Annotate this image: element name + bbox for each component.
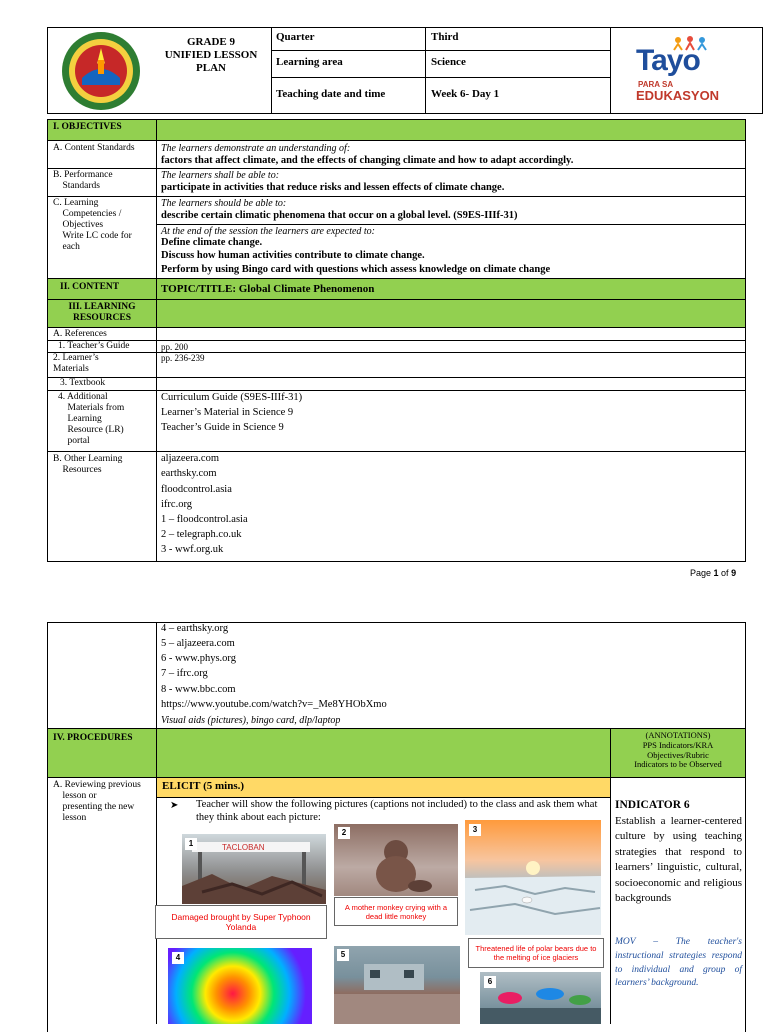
picture-number-4: 4 <box>172 952 184 964</box>
continued-resource-5: 8 - www.bbc.com <box>161 684 236 695</box>
caption-typhoon: Damaged brought by Super Typhoon Yolanda <box>155 905 327 939</box>
performance-standards-intro: The learners shall be able to: <box>161 170 280 181</box>
additional-item-1: Curriculum Guide (S9ES-IIIf-31) <box>161 392 303 403</box>
learners-materials-label: 2. Learner’s Materials <box>53 353 99 374</box>
content-standards-text: factors that affect climate, and the effects of changing climate and how to adapt accordingly. <box>161 155 574 166</box>
crowd-rain-image <box>480 972 601 1024</box>
header-title: GRADE 9 UNIFIED LESSON PLAN <box>164 36 258 75</box>
procedures-heading: IV. PROCEDURES <box>53 733 133 743</box>
polar-bear-image <box>465 820 601 935</box>
additional-item-2: Learner’s Material in Science 9 <box>161 407 294 418</box>
picture-number-6: 6 <box>484 976 496 988</box>
indicator-title: INDICATOR 6 <box>615 799 690 811</box>
session-intro: At the end of the session the learners are expected to: <box>161 226 376 237</box>
continued-resource-3: 6 - www.phys.org <box>161 653 236 664</box>
flood-image <box>334 946 460 1024</box>
caption-monkey: A mother monkey crying with a dead little monkey <box>334 897 458 926</box>
tayo-logo: Tayo PARA SA EDUKASYON <box>630 36 742 106</box>
learning-area-label: Learning area <box>276 56 343 68</box>
other-resource-2: earthsky.com <box>161 468 217 479</box>
other-resource-1: aljazeera.com <box>161 453 219 464</box>
continued-resource-1: 4 – earthsky.org <box>161 623 229 634</box>
svg-text:TACLOBAN: TACLOBAN <box>222 843 265 852</box>
reviewing-label: A. Reviewing previous lesson or presenting the new lesson <box>53 780 141 823</box>
performance-standards-label: B. Performance Standards <box>53 170 113 191</box>
indicator-text: Establish a learner-centered culture by using teaching strategies that respond to learners’ linguistic, cultural, socioeconomic and religious backgrounds <box>615 815 742 904</box>
session-item-1: Define climate change. <box>161 237 263 248</box>
objectives-heading: I. OBJECTIVES <box>53 122 122 132</box>
picture-number-3: 3 <box>469 824 481 836</box>
picture-number-1: 1 <box>185 838 197 850</box>
picture-number-5: 5 <box>337 949 349 961</box>
references-label: A. References <box>53 329 107 339</box>
teachers-guide-label: 1. Teacher’s Guide <box>58 341 130 351</box>
other-resource-3: floodcontrol.asia <box>161 484 232 495</box>
typhoon-satellite-image <box>168 948 312 1024</box>
performance-standards-text: participate in activities that reduce risks and lessen effects of climate change. <box>161 182 505 193</box>
teaching-date-value: Week 6- Day 1 <box>431 88 500 100</box>
teachers-guide-value: pp. 200 <box>161 342 188 352</box>
youtube-link[interactable]: https://www.youtube.com/watch?v=_Me8YHObXmo <box>161 699 387 710</box>
caption-polar-bears: Threatened life of polar bears due to the melting of ice glaciers <box>468 938 604 968</box>
other-resources-label: B. Other Learning Resources <box>53 454 123 475</box>
content-standards-intro: The learners demonstrate an understanding of: <box>161 143 351 154</box>
page-number: Page 1 of 9 <box>690 568 737 578</box>
annotations-header: (ANNOTATIONS) PPS Indicators/KRA Objectives/Rubric Indicators to be Observed <box>634 730 722 770</box>
instruction-text: Teacher will show the following pictures (captions not included) to the class and ask them what they think about each picture: <box>196 799 598 823</box>
content-topic: TOPIC/TITLE: Global Climate Phenomenon <box>161 283 375 295</box>
continued-resource-2: 5 – aljazeera.com <box>161 638 235 649</box>
deped-seal <box>60 30 142 112</box>
content-standards-label: A. Content Standards <box>53 143 135 153</box>
other-resource-6: 2 – telegraph.co.uk <box>161 529 242 540</box>
additional-item-3: Teacher’s Guide in Science 9 <box>161 422 284 433</box>
additional-materials-label: 4. Additional Materials from Learning Resource (LR) portal <box>58 392 125 446</box>
other-resource-7: 3 - wwf.org.uk <box>161 544 224 555</box>
content-heading: II. CONTENT <box>60 282 120 292</box>
arrow-bullet-icon: ➤ <box>170 800 179 811</box>
mov-text: MOV – The teacher's instructional strategies respond to individual and group of learners’ background. <box>615 937 742 989</box>
continued-resource-4: 7 – ifrc.org <box>161 668 208 679</box>
resources-heading: III. LEARNING RESOURCES <box>68 302 136 323</box>
other-resource-4: ifrc.org <box>161 499 193 510</box>
competencies-intro: The learners should be able to: <box>161 198 287 209</box>
visual-aids: Visual aids (pictures), bingo card, dlp/laptop <box>161 715 341 726</box>
learning-area-value: Science <box>431 56 466 68</box>
textbook-label: 3. Textbook <box>60 378 106 388</box>
quarter-value: Third <box>431 31 459 43</box>
learners-materials-value: pp. 236-239 <box>161 353 205 363</box>
typhoon-damage-image <box>182 834 326 904</box>
quarter-label: Quarter <box>276 31 315 43</box>
other-resource-5: 1 – floodcontrol.asia <box>161 514 248 525</box>
teaching-date-label: Teaching date and time <box>276 88 386 100</box>
competencies-label: C. Learning Competencies / Objectives Write LC code for each <box>53 198 132 252</box>
monkey-image <box>334 824 458 896</box>
elicit-heading: ELICIT (5 mins.) <box>162 780 245 792</box>
session-item-2: Discuss how human activities contribute to climate change. <box>161 250 425 261</box>
session-item-3: Perform by using Bingo card with questions which assess knowledge on climate change <box>161 264 551 275</box>
picture-number-2: 2 <box>338 827 350 839</box>
competencies-text: describe certain climatic phenomena that occur on a global level. (S9ES-IIIf-31) <box>161 210 518 221</box>
